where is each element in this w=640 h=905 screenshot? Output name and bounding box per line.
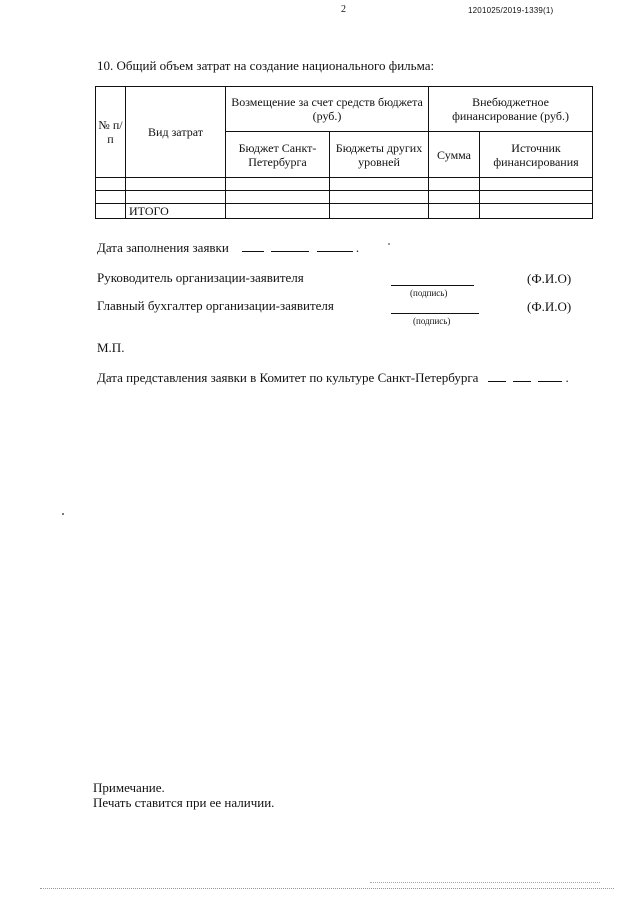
fill-date-label: Дата заполнения заявки — [97, 240, 229, 255]
section-title: 10. Общий объем затрат на создание национального фильма: — [97, 58, 435, 73]
accountant-signature-line — [391, 313, 479, 314]
table-row — [96, 178, 593, 191]
submission-date-year-blank — [538, 371, 562, 382]
document-code: 1201025/2019-1339(1) — [468, 6, 554, 15]
header-number: № п/п — [96, 87, 126, 178]
table-row — [96, 191, 593, 204]
note-title: Примечание. — [93, 780, 165, 795]
header-budget-other: Бюджеты других уровней — [330, 132, 429, 178]
fill-date-day-blank — [242, 241, 264, 252]
header-sum: Сумма — [429, 132, 480, 178]
submission-date-month-blank — [513, 371, 531, 382]
accountant-signature-caption: (подпись) — [413, 316, 451, 326]
scan-bottom-edge — [40, 888, 614, 889]
submission-date-day-blank — [488, 371, 506, 382]
note-text: Печать ставится при ее наличии. — [93, 795, 275, 810]
accountant-fio: (Ф.И.О) — [527, 299, 572, 314]
submission-date-line: Дата представления заявки в Комитет по культуре Санкт-Петербурга . — [97, 370, 569, 385]
head-fio: (Ф.И.О) — [527, 271, 572, 286]
submission-date-label: Дата представления заявки в Комитет по культуре Санкт-Петербурга — [97, 370, 479, 385]
head-label: Руководитель организации-заявителя — [97, 270, 304, 285]
head-signature-line — [391, 285, 474, 286]
head-signature-caption: (подпись) — [410, 288, 448, 298]
fill-date-month-blank — [271, 241, 309, 252]
table-row-total — [96, 204, 593, 219]
header-cost-type: Вид затрат — [126, 87, 226, 178]
scan-bottom-edge — [370, 882, 600, 883]
fill-date-line: Дата заполнения заявки . — [97, 240, 360, 255]
costs-table — [95, 86, 593, 219]
accountant-label: Главный бухгалтер организации-заявителя — [97, 298, 334, 313]
scan-speck — [388, 243, 390, 245]
page-number: 2 — [341, 4, 346, 15]
header-extra-budget-group: Внебюджетное финансирование (руб.) — [429, 87, 593, 132]
header-budget-spb: Бюджет Санкт-Петербурга — [226, 132, 330, 178]
seal-label: М.П. — [97, 340, 125, 355]
header-budget-group: Возмещение за счет средств бюджета (руб.) — [226, 87, 429, 132]
fill-date-year-blank — [317, 241, 353, 252]
scan-speck — [62, 513, 64, 515]
total-label: ИТОГО — [126, 204, 226, 219]
header-source: Источник финансирования — [480, 132, 593, 178]
